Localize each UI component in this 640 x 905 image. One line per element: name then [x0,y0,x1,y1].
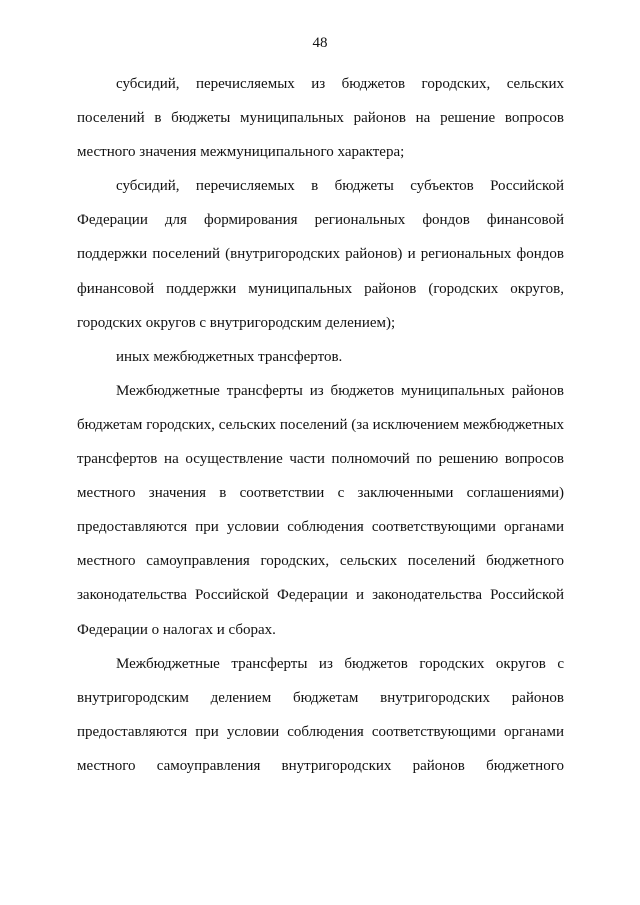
page-number: 48 [312,35,328,51]
paragraph-other-transfers: иных межбюджетных трансфертов. [116,348,343,365]
document-body [77,67,564,783]
paragraph-subsidies-regional-funds: субсидий, перечисляемых в бюджеты субъектов Российской Федерации для формирования региональных фондов финансовой поддержки поселений (внутригородских районов) и региональных фондов финансовой поддержки муниципальных районов (городских округов, городских округов с внутригородским делением); [77,178,564,331]
paragraph-city-district-transfers: Межбюджетные трансферты из бюджетов городских округов с внутригородским делением бюджетам внутригородских районов предоставляются при условии соблюдения соответствующими органами местного самоуправления внутригородских районов бюджетного [77,655,564,774]
paragraph-municipal-district-transfers: Межбюджетные трансферты из бюджетов муниципальных районов бюджетам городских, сельских поселений (за исключением межбюджетных трансфертов на осуществление части полномочий по решению вопросов местного значения в соответствии с заключенными соглашениями) предоставляются при условии соблюдения соответствующими органами местного самоуправления городских, сельских поселений бюджетного законодательства Российской Федерации и законодательства Российской Федерации о налогах и сборах. [77,382,564,638]
paragraph-subsidies-settlements: субсидий, перечисляемых из бюджетов городских, сельских поселений в бюджеты муниципальных районов на решение вопросов местного значения межмуниципального характера; [77,76,564,161]
